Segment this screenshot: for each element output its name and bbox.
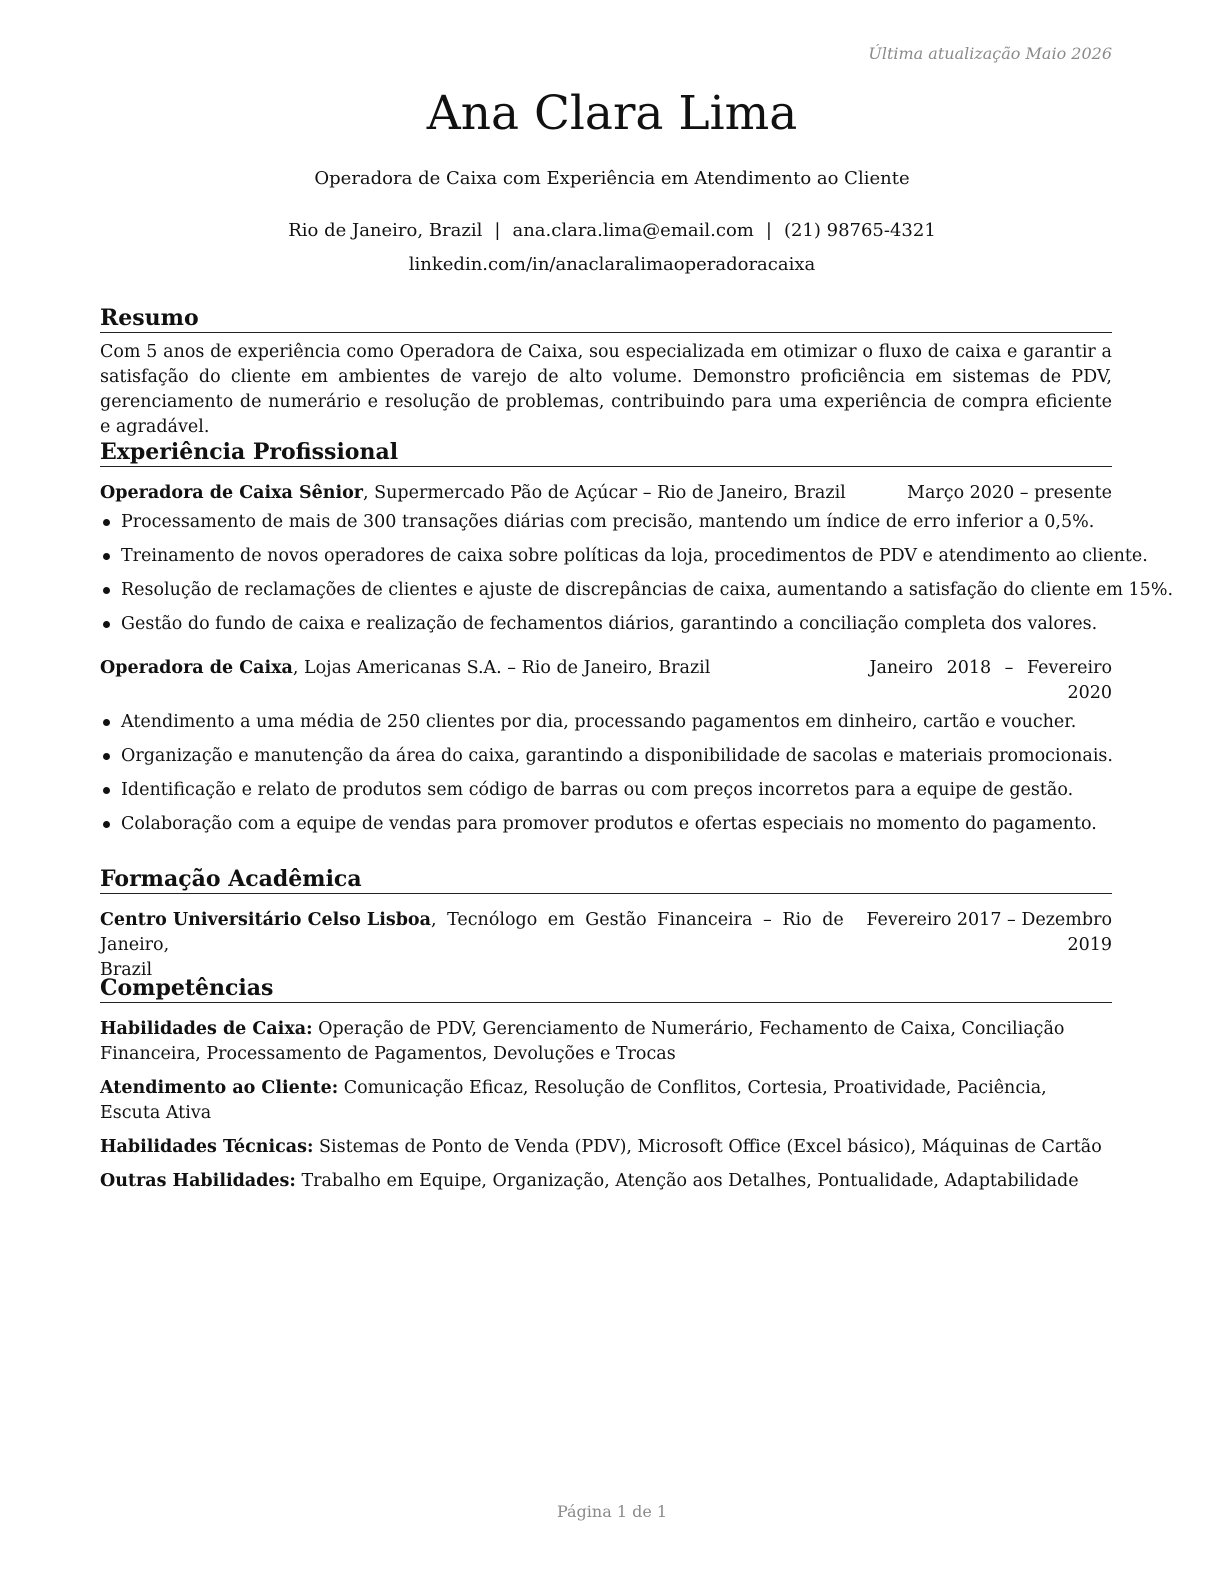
job-bullet: Organização e manutenção da área do caixa, garantindo a disponibilidade de sacolas e materiais promocionais. (100, 744, 1112, 769)
skill-label: Atendimento ao Cliente: (100, 1078, 339, 1098)
education-dates-line: 2019 (1067, 935, 1112, 955)
job-bullet: Colaboração com a equipe de vendas para promover produtos e ofertas especiais no momento do pagamento. (100, 812, 1112, 837)
skill-value: Sistemas de Ponto de Venda (PDV), Microsoft Office (Excel básico), Máquinas de Cartão (313, 1137, 1102, 1157)
job-bullets (100, 510, 1174, 637)
contact-linkedin[interactable]: linkedin.com/in/anaclaralimaoperadoracaixa (408, 254, 816, 275)
skill-label: Habilidades de Caixa: (100, 1019, 313, 1039)
job-header (100, 481, 1112, 506)
section-title-summary: Resumo (100, 305, 1112, 333)
experience-section (100, 439, 1174, 846)
job-company: , Supermercado Pão de Açúcar – Rio de Janeiro, Brazil (363, 483, 846, 503)
education-dates-line: Fevereiro 2017 – Dezembro (866, 910, 1112, 930)
summary-section (100, 305, 1112, 440)
job-header (100, 656, 1112, 706)
job-role: Operadora de Caixa Sênior (100, 483, 364, 503)
job-bullet: Identificação e relato de produtos sem código de barras ou com preços incorretos para a equipe de gestão. (100, 778, 1112, 803)
contact-line (0, 220, 1224, 241)
job-bullet: Treinamento de novos operadores de caixa sobre políticas da loja, procedimentos de PDV e atendimento ao cliente. (100, 544, 1112, 569)
job-dates-line: Janeiro 2018 – Fevereiro (869, 658, 1112, 678)
skill-line (100, 1076, 1112, 1126)
job-role: Operadora de Caixa (100, 658, 293, 678)
skill-line (100, 1169, 1112, 1194)
education-entry (100, 908, 1112, 983)
section-title-education: Formação Acadêmica (100, 866, 1112, 894)
page-number: Página 1 de 1 (556, 1502, 668, 1521)
skill-label: Outras Habilidades: (100, 1171, 296, 1191)
skill-value: Operação de PDV, Gerenciamento de Numerário, Fechamento de Caixa, Conciliação Financeira, Processamento de Pagamentos, Devoluções e Trocas (100, 1019, 1065, 1064)
resume-name: Ana Clara Lima (426, 86, 798, 141)
contact-location: Rio de Janeiro, Brazil (288, 220, 483, 241)
contact-separator: | (494, 220, 501, 241)
resume-headline: Operadora de Caixa com Experiência em Atendimento ao Cliente (314, 168, 910, 189)
contact-separator: | (765, 220, 772, 241)
contact-email[interactable]: ana.clara.lima@email.com (512, 220, 754, 241)
skill-label: Habilidades Técnicas: (100, 1137, 314, 1157)
skill-line (100, 1135, 1112, 1160)
job-entry (100, 481, 1174, 637)
job-dates-line: 2020 (1067, 683, 1112, 703)
education-institution: Centro Universitário Celso Lisboa (100, 910, 431, 930)
job-dates (869, 656, 1112, 706)
skill-value: Comunicação Eficaz, Resolução de Conflitos, Cortesia, Proatividade, Paciência, Escuta Ativa (100, 1078, 1047, 1123)
job-bullets (100, 710, 1112, 837)
skills-list (100, 1017, 1112, 1194)
job-bullet: Gestão do fundo de caixa e realização de fechamentos diários, garantindo a conciliação completa dos valores. (100, 612, 1112, 637)
education-degree: , Tecnólogo em Gestão Financeira – Rio de Janeiro, (100, 910, 844, 955)
job-bullet: Atendimento a uma média de 250 clientes por dia, processando pagamentos em dinheiro, cartão e voucher. (100, 710, 1112, 735)
summary-text: Com 5 anos de experiência como Operadora de Caixa, sou especializada em otimizar o fluxo de caixa e garantir a satisfação do cliente em ambientes de varejo de alto volume. Demonstro proficiência em sistemas de PDV, gerenciamento de numerário e resolução de problemas, contribuindo para uma experiência de compra eficiente e agradável. (100, 342, 1112, 437)
skill-value: Trabalho em Equipe, Organização, Atenção aos Detalhes, Pontualidade, Adaptabilidade (295, 1171, 1079, 1191)
education-location: Brazil (100, 960, 153, 980)
education-section (100, 866, 1112, 983)
contact-phone: (21) 98765-4321 (783, 220, 936, 241)
skill-line (100, 1017, 1112, 1067)
section-title-skills: Competências (100, 975, 1112, 1003)
job-bullet: Resolução de reclamações de clientes e ajuste de discrepâncias de caixa, aumentando a satisfação do cliente em 15%. (100, 578, 1112, 603)
last-updated: Última atualização Maio 2026 (868, 44, 1112, 63)
job-bullet: Processamento de mais de 300 transações diárias com precisão, mantendo um índice de erro inferior a 0,5%. (100, 510, 1112, 535)
education-dates (866, 908, 1112, 983)
job-dates: Março 2020 – presente (907, 483, 1112, 503)
section-title-experience: Experiência Profissional (100, 439, 1112, 467)
job-company: , Lojas Americanas S.A. – Rio de Janeiro, Brazil (292, 658, 711, 678)
skills-section (100, 975, 1112, 1203)
job-entry (100, 656, 1112, 837)
